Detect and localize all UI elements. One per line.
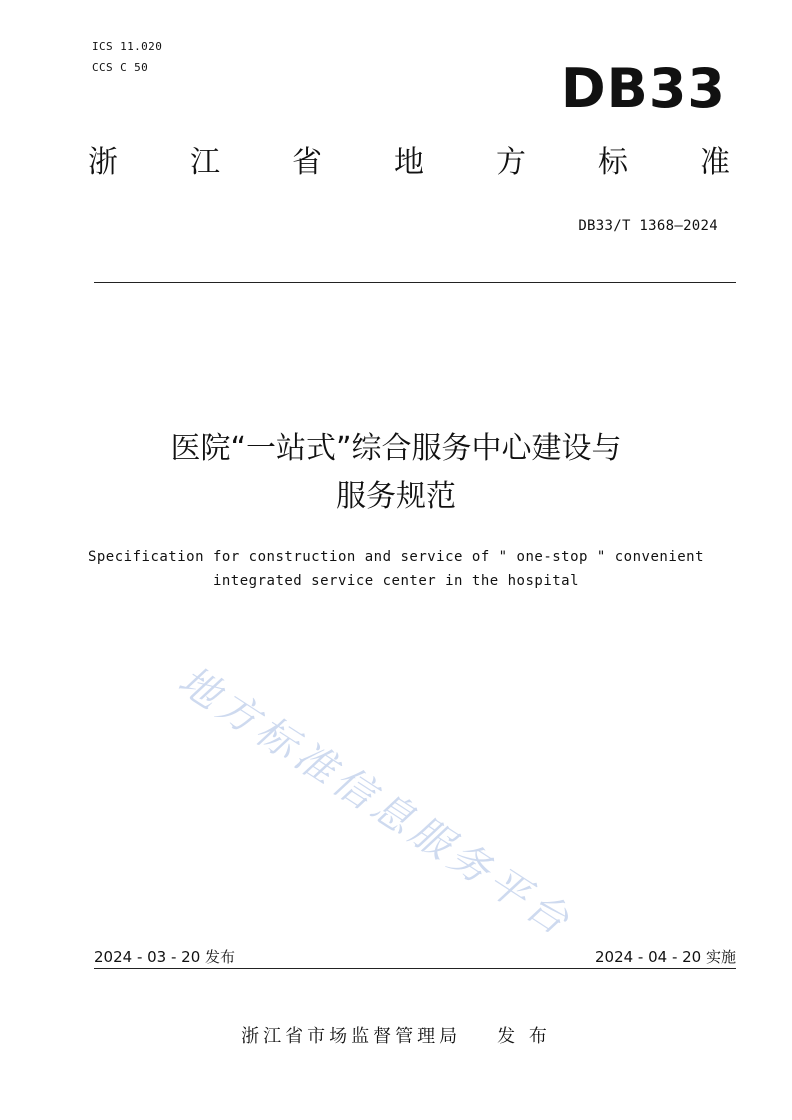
standard-type-char: 浙 [88, 145, 118, 180]
implementation-date: 2024 - 04 - 20 实施 [594, 948, 736, 966]
standard-type-heading [88, 145, 730, 180]
standard-type-char: 标 [598, 145, 628, 180]
ccs-code: CCS C 50 [92, 61, 149, 74]
publisher-name: 浙江省市场监督管理局 [241, 1026, 462, 1047]
standard-type-char: 地 [394, 145, 424, 180]
title-cn-line1: 医院“一站式”综合服务中心建设与 [170, 431, 622, 466]
bottom-divider [94, 968, 736, 969]
publish-action: 发 布 [497, 1026, 551, 1047]
title-en-line2: integrated service center in the hospital [212, 573, 580, 589]
standard-type-char: 方 [496, 145, 526, 180]
ics-code: ICS 11.020 [92, 40, 163, 53]
issue-date: 2024 - 03 - 20 发布 [94, 948, 236, 966]
standard-type-char: 省 [292, 145, 322, 180]
title-en-line1: Specification for construction and service of " one-stop " convenient [87, 549, 705, 565]
standard-type-char: 准 [700, 145, 730, 180]
publisher-line [0, 1022, 792, 1048]
top-divider [94, 282, 736, 283]
watermark: 地方标准信息服务平台 [170, 657, 581, 947]
standard-type-char: 江 [190, 145, 220, 180]
standard-number: DB33/T 1368—2024 [578, 218, 718, 234]
db33-logo: DB33 [560, 57, 726, 120]
title-cn-line2: 服务规范 [336, 479, 456, 514]
